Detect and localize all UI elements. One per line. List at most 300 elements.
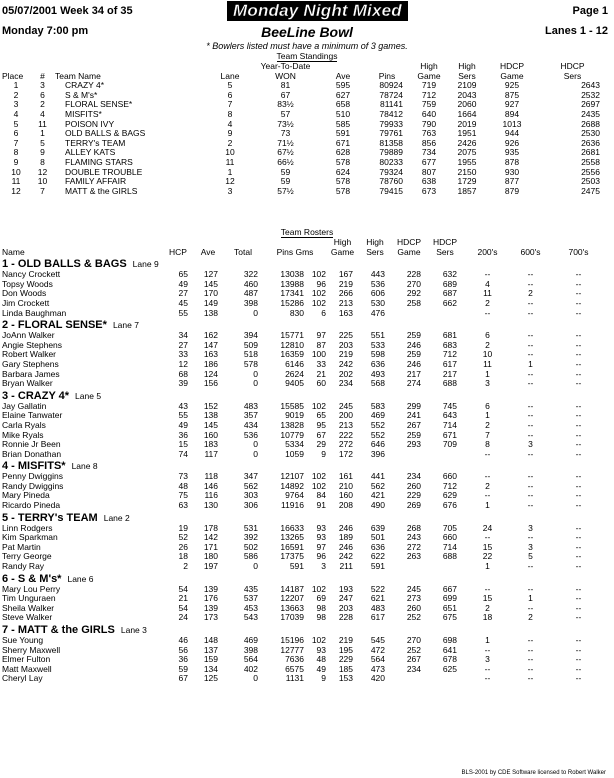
cell-name: Angie Stephens — [2, 340, 63, 350]
cell-700s: -- — [575, 542, 582, 552]
cell-games: 91 — [316, 501, 326, 511]
player-row — [2, 594, 608, 604]
cell-hcp: 33 — [178, 350, 188, 360]
report-date-week: 05/07/2001 Week 34 of 35 — [2, 5, 133, 17]
cell-name: Nancy Crockett — [2, 270, 61, 280]
cell-pins: 13663 — [280, 603, 304, 613]
cell-700s: -- — [575, 664, 582, 674]
cell-name: Cheryl Lay — [2, 674, 43, 684]
cell-pins: 17375 — [280, 552, 304, 562]
standings-row — [2, 91, 608, 101]
team-header — [2, 623, 608, 636]
cell-place: 6 — [13, 129, 19, 139]
cell-total: 586 — [243, 552, 258, 562]
cell-high-series: 583 — [370, 401, 385, 411]
cell-200s: 1 — [485, 562, 490, 572]
cell-high-game: 200 — [338, 411, 353, 421]
cell-high-series: 2109 — [457, 81, 477, 91]
cell-high-series: 622 — [370, 552, 385, 562]
cell-high-game: 245 — [338, 401, 353, 411]
cell-high-series: 536 — [370, 279, 385, 289]
cell-high-series: 568 — [370, 379, 385, 389]
cell-700s: -- — [575, 552, 582, 562]
cell-ave: 585 — [335, 119, 351, 129]
player-row — [2, 501, 608, 511]
cell-high-game: 712 — [421, 90, 437, 100]
cell-games: 102 — [311, 472, 326, 482]
cell-total: 536 — [243, 430, 258, 440]
cell-hdcp-game — [391, 309, 427, 319]
cell-high-series: 1955 — [457, 157, 477, 167]
cell-hdcp-series — [427, 674, 463, 684]
software-footer: BLS-2001 by CDE Software licensed to Robert Walker — [461, 770, 606, 776]
player-row — [2, 270, 608, 280]
cell-high-game: 195 — [338, 645, 353, 655]
cell-ave: 178 — [203, 523, 218, 533]
cell-hdcp-series: 712 — [442, 350, 457, 360]
cell-total: 543 — [243, 613, 258, 623]
cell-high-game: 856 — [421, 138, 437, 148]
cell-hdcp-game: 260 — [406, 603, 421, 613]
cell-games: 6 — [321, 308, 326, 318]
cell-pins: 14892 — [280, 481, 304, 491]
cell-hdcp-series: 681 — [442, 331, 457, 341]
player-row — [2, 665, 608, 675]
cell-games: 29 — [316, 440, 326, 450]
minimum-games-note: * Bowlers listed must have a minimum of 3 games. — [206, 41, 408, 51]
cell-pins: 80233 — [379, 157, 403, 167]
cell-total: 0 — [253, 308, 258, 318]
cell-600s: -- — [527, 664, 534, 674]
cell-hcp: 68 — [178, 369, 188, 379]
cell-ave: 125 — [203, 674, 218, 684]
cell-hcp: 27 — [178, 289, 188, 299]
cell-team-number: 8 — [40, 157, 45, 167]
ytd-header: Year-To-Date — [260, 62, 311, 71]
cell-high-series: 552 — [370, 430, 385, 440]
player-row — [2, 402, 608, 412]
player-row — [2, 613, 608, 623]
player-row — [2, 585, 608, 595]
cell-team-name: S & M's* — [65, 90, 98, 100]
cell-high-game: 247 — [338, 594, 353, 604]
cell-total: 0 — [253, 449, 258, 459]
cell-hdcp-game: 273 — [406, 594, 421, 604]
cell-place: 11 — [11, 177, 21, 187]
cell-high-game: 229 — [338, 655, 353, 665]
cell-hdcp-series: 705 — [442, 523, 457, 533]
cell-games: 100 — [311, 350, 326, 360]
player-row — [2, 482, 608, 492]
cell-hdcp-series: 2530 — [581, 129, 600, 139]
cell-place: 12 — [11, 186, 21, 196]
page-number: Page 1 — [572, 5, 608, 17]
cell-hdcp-series: 2643 — [581, 81, 600, 91]
cell-high-game: 677 — [421, 157, 437, 167]
cell-ave: 130 — [203, 501, 218, 511]
player-row — [2, 299, 608, 309]
cell-team-name: TERRY's TEAM — [65, 138, 126, 148]
col-ave: Ave — [335, 71, 351, 81]
cell-ave: 591 — [335, 129, 351, 139]
cell-hdcp-game: 246 — [406, 359, 421, 369]
cell-pins: 78724 — [379, 90, 403, 100]
cell-team-name: OLD BALLS & BAGS — [65, 129, 146, 139]
col-team-number: # — [40, 71, 45, 81]
cell-games: 9 — [321, 674, 326, 684]
cell-won: 59 — [280, 177, 291, 187]
cell-games: 3 — [321, 562, 326, 572]
cell-hdcp-series: 643 — [442, 411, 457, 421]
cell-200s: 2 — [485, 481, 490, 491]
standings-row — [2, 110, 608, 120]
cell-600s: -- — [527, 411, 534, 421]
cell-high-series: 636 — [370, 542, 385, 552]
cell-hcp: 55 — [178, 308, 188, 318]
cell-hdcp-series: 662 — [442, 298, 457, 308]
cell-ave: 173 — [203, 613, 218, 623]
cell-name: Don Woods — [2, 289, 47, 299]
cell-hdcp-game: 234 — [406, 472, 421, 482]
cell-team-number: 12 — [37, 167, 48, 177]
cell-hdcp-series — [427, 450, 463, 460]
cell-lane: 4 — [227, 119, 233, 129]
cell-high-game: 189 — [338, 533, 353, 543]
cell-hcp: 54 — [178, 603, 188, 613]
cell-hdcp-game: 246 — [406, 340, 421, 350]
cell-total: 303 — [243, 491, 258, 501]
cell-high-series: 646 — [370, 440, 385, 450]
cell-place: 10 — [11, 167, 21, 177]
cell-pins: 9405 — [285, 379, 304, 389]
cell-team-name: DOUBLE TROUBLE — [65, 167, 143, 177]
cell-200s: 10 — [482, 350, 493, 360]
cell-hdcp-game — [391, 450, 427, 460]
player-row — [2, 646, 608, 656]
player-row — [2, 674, 608, 684]
col-high-series: Sers — [366, 247, 384, 257]
cell-hdcp-game: 234 — [406, 664, 421, 674]
cell-700s: -- — [575, 481, 582, 491]
cell-games: 102 — [311, 636, 326, 645]
team-name: 7 - MATT & the GIRLS — [2, 624, 115, 636]
cell-hcp: 18 — [178, 552, 188, 562]
cell-games: 9 — [321, 449, 326, 459]
cell-ave: 142 — [203, 533, 218, 543]
cell-hdcp-series: 660 — [442, 533, 457, 543]
cell-ave: 147 — [203, 340, 218, 350]
cell-high-game: 203 — [338, 340, 353, 350]
cell-high-game: 638 — [421, 177, 437, 187]
cell-high-game: 167 — [338, 270, 353, 280]
cell-total: 347 — [243, 472, 258, 482]
cell-pins: 13038 — [280, 270, 304, 280]
team-header — [2, 389, 608, 402]
cell-name: Elaine Tanwater — [2, 411, 63, 421]
cell-name: Tim Unguraen — [2, 594, 56, 604]
team-header — [2, 318, 608, 331]
cell-pins: 79761 — [379, 129, 403, 139]
standings-row — [2, 120, 608, 130]
cell-600s: -- — [527, 308, 534, 318]
cell-600s: -- — [527, 369, 534, 379]
cell-ave: 145 — [203, 279, 218, 289]
cell-200s: 18 — [482, 613, 493, 623]
cell-200s: -- — [484, 674, 491, 684]
team-lane: Lane 8 — [71, 461, 98, 472]
cell-600s: -- — [527, 340, 534, 350]
cell-high-game: 734 — [421, 148, 437, 158]
rosters-body — [2, 257, 608, 684]
cell-team-number: 2 — [40, 100, 45, 110]
cell-high-series: 420 — [370, 674, 385, 684]
cell-team-name: MATT & the GIRLS — [65, 186, 138, 196]
cell-lane: 5 — [227, 81, 233, 91]
cell-total: 322 — [243, 270, 258, 280]
cell-games: 96 — [316, 279, 326, 289]
cell-pins: 6146 — [285, 359, 304, 369]
cell-200s: 1 — [485, 501, 490, 511]
cell-name: Robert Walker — [2, 350, 57, 360]
cell-600s: -- — [527, 491, 534, 501]
cell-name: Randy Ray — [2, 562, 45, 572]
cell-hdcp-series: 2503 — [581, 177, 600, 187]
cell-200s: -- — [484, 449, 491, 459]
cell-hcp: 65 — [178, 270, 188, 280]
cell-hcp: 55 — [178, 411, 188, 421]
cell-600s: -- — [527, 279, 534, 289]
cell-pins: 9764 — [285, 491, 304, 501]
cell-team-number: 5 — [40, 138, 45, 148]
cell-total: 357 — [243, 411, 258, 421]
cell-hdcp-series: 709 — [442, 440, 457, 450]
cell-hdcp-game: 875 — [504, 90, 520, 100]
cell-high-game: 246 — [338, 542, 353, 552]
cell-high-game: 161 — [338, 472, 353, 482]
cell-ave: 671 — [335, 138, 351, 148]
cell-700s: -- — [575, 603, 582, 613]
cell-won: 71½ — [277, 138, 294, 148]
cell-high-series: 2060 — [457, 100, 477, 110]
cell-high-series: 501 — [370, 533, 385, 543]
team-name: 5 - TERRY's TEAM — [2, 511, 98, 524]
cell-games: 69 — [316, 594, 326, 604]
cell-high-series: 396 — [370, 449, 385, 459]
cell-games: 67 — [316, 430, 326, 440]
player-row — [2, 309, 608, 319]
cell-600s: -- — [527, 298, 534, 308]
cell-high-game: 185 — [338, 664, 353, 674]
cell-hdcp-game: 259 — [406, 331, 421, 341]
cell-700s: -- — [575, 674, 582, 684]
cell-600s: 3 — [528, 440, 533, 450]
cell-games: 65 — [316, 411, 326, 421]
cell-hdcp-series: 629 — [442, 491, 457, 501]
cell-hdcp-game: 272 — [406, 542, 421, 552]
cell-high-series: 598 — [370, 350, 385, 360]
cell-high-game: 211 — [339, 562, 353, 572]
cell-won: 67½ — [277, 148, 294, 158]
cell-700s: -- — [575, 340, 582, 350]
cell-700s: -- — [575, 645, 582, 655]
cell-total: 578 — [243, 359, 258, 369]
cell-total: 460 — [243, 279, 258, 289]
cell-200s: -- — [484, 270, 491, 280]
cell-700s: -- — [575, 636, 582, 645]
cell-games: 84 — [316, 491, 326, 501]
cell-team-name: FLORAL SENSE* — [65, 100, 133, 110]
cell-700s: -- — [575, 420, 582, 430]
cell-700s: -- — [575, 655, 582, 665]
cell-high-game: 210 — [338, 481, 353, 491]
cell-pins: 7636 — [285, 655, 304, 665]
player-row — [2, 379, 608, 389]
cell-high-series: 490 — [370, 501, 385, 511]
cell-high-series: 2075 — [457, 148, 477, 158]
cell-team-number: 11 — [38, 119, 47, 129]
cell-hdcp-series: 689 — [442, 279, 457, 289]
team-name: 4 - MISFITS* — [2, 460, 66, 473]
cell-ave: 578 — [335, 177, 351, 187]
col-high-game: Game — [417, 71, 441, 81]
cell-name: Sue Young — [2, 636, 44, 645]
player-row — [2, 491, 608, 501]
cell-700s: -- — [575, 270, 582, 280]
cell-200s: 8 — [485, 440, 490, 450]
cell-high-game: 153 — [338, 674, 353, 684]
cell-600s: -- — [527, 472, 534, 482]
cell-pins: 16633 — [280, 523, 304, 533]
cell-hcp: 34 — [178, 331, 188, 341]
cell-ave: 149 — [203, 298, 218, 308]
cell-hdcp-series: 651 — [442, 603, 457, 613]
cell-high-game: 234 — [338, 379, 353, 389]
cell-pins: 5334 — [285, 440, 304, 450]
cell-won: 73 — [280, 129, 291, 139]
cell-name: Mary Pineda — [2, 491, 50, 501]
cell-600s: -- — [527, 331, 534, 341]
cell-600s: -- — [527, 655, 534, 665]
team-header — [2, 511, 608, 524]
cell-700s: -- — [575, 533, 582, 543]
cell-high-series: 469 — [370, 411, 385, 421]
cell-team-number: 10 — [37, 177, 48, 187]
cell-total: 518 — [243, 350, 258, 360]
cell-hcp: 63 — [178, 501, 188, 511]
cell-hdcp-series: 714 — [442, 420, 457, 430]
team-header — [2, 459, 608, 472]
cell-200s: 3 — [485, 379, 490, 389]
cell-high-series: 606 — [370, 289, 385, 299]
cell-high-series: 522 — [370, 584, 385, 594]
cell-name: Mary Lou Perry — [2, 584, 61, 594]
cell-hdcp-game: 930 — [504, 167, 520, 177]
cell-200s: -- — [484, 472, 491, 482]
cell-name: Sherry Maxwell — [2, 645, 61, 655]
cell-high-series: 636 — [370, 359, 385, 369]
cell-high-game: 719 — [421, 81, 437, 91]
cell-ave: 578 — [335, 157, 351, 167]
cell-700s: -- — [575, 523, 582, 533]
cell-600s: -- — [527, 603, 534, 613]
cell-team-name: FAMILY AFFAIR — [65, 177, 127, 187]
cell-high-game: 219 — [338, 350, 353, 360]
cell-games: 98 — [316, 613, 326, 623]
cell-200s: 2 — [485, 420, 490, 430]
team-name: 6 - S & M's* — [2, 572, 62, 585]
cell-200s: 22 — [482, 552, 493, 562]
cell-600s: -- — [527, 481, 534, 491]
cell-team-number: 1 — [40, 129, 45, 139]
cell-team-number: 9 — [40, 148, 45, 158]
cell-high-game: 228 — [338, 613, 353, 623]
cell-ave: 127 — [203, 270, 218, 280]
cell-hdcp-game: 263 — [406, 552, 421, 562]
cell-200s: -- — [484, 533, 491, 543]
cell-high-series: 1857 — [457, 186, 477, 196]
col-hdcp-game: Game — [397, 247, 421, 257]
cell-ave: 156 — [203, 379, 218, 389]
cell-high-game: 242 — [338, 552, 353, 562]
cell-ave: 183 — [203, 440, 218, 450]
team-lane: Lane 6 — [67, 573, 94, 584]
col-total: Total — [234, 247, 252, 257]
cell-ave: 176 — [203, 594, 218, 604]
player-row — [2, 604, 608, 614]
cell-hcp: 73 — [178, 472, 188, 482]
cell-high-series: 639 — [370, 523, 385, 533]
cell-hdcp-series: 678 — [442, 655, 457, 665]
cell-hdcp-series: 667 — [442, 584, 457, 594]
cell-ave: 124 — [203, 369, 218, 379]
col-pins: Pins — [378, 71, 396, 81]
cell-high-game: 225 — [338, 331, 353, 341]
cell-ave: 658 — [335, 100, 351, 110]
cell-hdcp-game: 879 — [504, 186, 520, 196]
team-lane: Lane 2 — [103, 512, 130, 523]
cell-games: 93 — [316, 645, 326, 655]
cell-high-game: 272 — [338, 440, 353, 450]
cell-place: 8 — [13, 148, 19, 158]
cell-games: 33 — [316, 359, 326, 369]
cell-200s: -- — [484, 584, 491, 594]
col-team-name: Team Name — [55, 71, 101, 81]
cell-games: 96 — [316, 552, 326, 562]
cell-ave: 180 — [203, 552, 218, 562]
player-row — [2, 552, 608, 562]
cell-high-series: 533 — [370, 340, 385, 350]
cell-ave: 510 — [335, 109, 351, 119]
cell-name: Randy Dwiggins — [2, 481, 64, 491]
cell-total: 392 — [243, 533, 258, 543]
cell-name: Terry George — [2, 552, 52, 562]
cell-700s: -- — [575, 411, 582, 421]
cell-team-number: 4 — [40, 109, 45, 119]
cell-total: 469 — [243, 636, 258, 645]
cell-hcp: 56 — [178, 645, 188, 655]
standings-row — [2, 81, 608, 91]
cell-700s: -- — [575, 379, 582, 389]
team-lane: Lane 9 — [132, 259, 159, 270]
team-lane: Lane 3 — [120, 625, 147, 635]
standings-row — [2, 168, 608, 178]
cell-hdcp-series: 688 — [442, 379, 457, 389]
lanes-range: Lanes 1 - 12 — [545, 25, 608, 37]
cell-pins: 15585 — [280, 401, 304, 411]
cell-hdcp-series: 699 — [442, 594, 457, 604]
cell-hcp: 48 — [178, 481, 188, 491]
cell-pins: 591 — [289, 562, 304, 572]
